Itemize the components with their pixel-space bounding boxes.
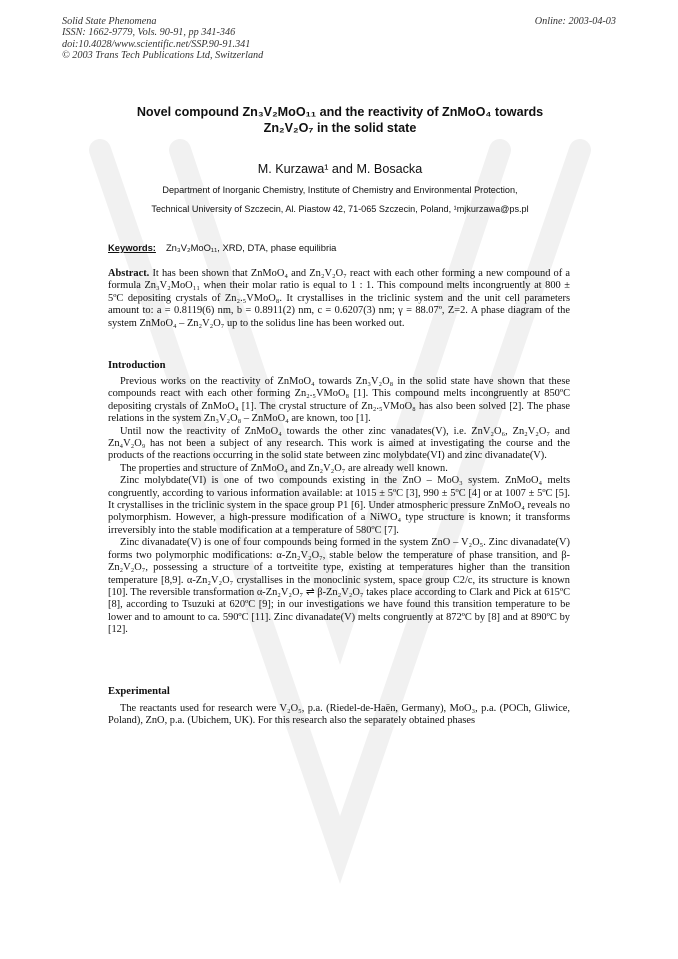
affiliation-line-2: Technical University of Szczecin, Al. Piastow 42, 71-065 Szczecin, Poland, ¹mjkurzawa@ps.pl (151, 204, 529, 214)
paper-title-line-2: Zn₂V₂O₇ in the solid state (263, 121, 417, 135)
intro-paragraph: Zinc divanadate(V) is one of four compounds being formed in the system ZnO – V₂O₅. Zinc divanadate(V) forms two polymorphic modifications: α-Zn₂V₂O₇, stable below the temperature of phase transition, and β-Zn₂V₂O₇, possessing a structure of a tortveitite type, existing at temperatures higher than the transition temperature [8,9]. α-Zn₂V₂O₇ crystallises in the monoclinic system, space group C2/c, its structure is known [10]. The reversible transformation α-Zn₂V₂O₇ ⇌ β-Zn₂V₂O₇ takes place according to Clark and Pick at 615ºC [8], according to Tsuzuki at 620ºC [9]; in our investigations we have found this transition temperature to be lower and to amount to ca. 590ºC [11]. Zinc divanadate(V) melts congruently at 872ºC by [8] and at 890ºC by [12]. (108, 537, 570, 636)
affiliation-line-1: Department of Inorganic Chemistry, Institute of Chemistry and Environmental Protection, (162, 185, 518, 195)
intro-paragraph: Zinc molybdate(VI) is one of two compounds existing in the ZnO – MoO₃ system. ZnMoO₄ melts congruently, according to various information available: at 1015 ± 5ºC [3], 990 ± 5ºC [4] or at 1007 ± 5ºC [5]. It crystallises in the triclinic system in the space group P1 [6]. Under atmospheric pressure ZnMoO₄ reveals no polymorphism. However, a high-pressure modification of a NiWO₄ type structure is known; it transforms irreversibly into the stable modification at a temperature of 580ºC [7]. (108, 475, 570, 536)
keywords-text: Zn₃V₂MoO₁₁, XRD, DTA, phase equilibria (165, 242, 337, 253)
keywords (108, 242, 336, 253)
experimental-paragraph: The reactants used for research were V₂O₅, p.a. (Riedel-de-Haën, Germany), MoO₃, p.a. (POCh, Gliwice, Poland), ZnO, p.a. (Ubichem, UK). For this research also the separately obtained phases (108, 703, 570, 727)
experimental-heading: Experimental (108, 686, 170, 697)
introduction-section (108, 376, 570, 637)
intro-paragraph: The properties and structure of ZnMoO₄ and Zn₂V₂O₇ are already well known. (120, 462, 448, 474)
abstract-label: Abstract. (108, 268, 150, 279)
intro-paragraph: Until now the reactivity of ZnMoO₄ towards the other zinc vanadates(V), i.e. ZnV₂O₆, Zn₂V₂O₇ and Zn₄V₂O₉ has not been a subject of any research. This work is aimed at investigating the course and the products of the reactions occurring in the solid state between zinc molybdate(VI) and zinc divanadate(V). (108, 425, 570, 462)
online-date: Online: 2003-04-03 (534, 16, 616, 27)
journal-header (62, 16, 263, 61)
abstract (108, 268, 570, 330)
introduction-heading: Introduction (108, 360, 166, 371)
experimental-section (108, 703, 570, 728)
author-affiliation (90, 181, 590, 219)
paper-title (100, 104, 580, 136)
journal-issn: ISSN: 1662-9779, Vols. 90-91, pp 341-346 (62, 27, 236, 39)
abstract-text: It has been shown that ZnMoO₄ and Zn₂V₂O₇ react with each other forming a new compound of a formula Zn₃V₂MoO₁₁ when their molar ratio is equal to 1 : 1. This compound melts incongruently at 800 ± 5ºC depositing crystals of Zn₂.₅VMoO₈. It crystallises in the triclinic system and the unit cell parameters amount to: a = 0.8119(6) nm, b = 0.8911(2) nm, c = 0.6207(3) nm; γ = 88.07º, Z=2. A phase diagram of the system ZnMoO₄ – Zn₂V₂O₇ up to the solidus line has been worked out. (108, 268, 570, 329)
paper-title-line-1: Novel compound Zn₃V₂MoO₁₁ and the reactivity of ZnMoO₄ towards (136, 105, 544, 119)
journal-copyright: © 2003 Trans Tech Publications Ltd, Switzerland (62, 49, 264, 61)
paper-authors: M. Kurzawa¹ and M. Bosacka (257, 162, 423, 176)
journal-name: Solid State Phenomena (62, 16, 157, 27)
keywords-label: Keywords: (108, 242, 156, 253)
journal-doi: doi:10.4028/www.scientific.net/SSP.90-91.341 (62, 38, 251, 50)
intro-paragraph: Previous works on the reactivity of ZnMoO₄ towards Zn₃V₂O₈ in the solid state have shown that these compounds react with each other forming Zn₂.₅VMoO₈ [1]. This compound melts incongruently at 850ºC depositing crystals of ZnMoO₄ [1]. The crystal structure of Zn₂.₅VMoO₈ has also been solved [2]. The phase relations in the system Zn₃V₂O₈ – ZnMoO₄ are known, too [1]. (108, 376, 570, 425)
